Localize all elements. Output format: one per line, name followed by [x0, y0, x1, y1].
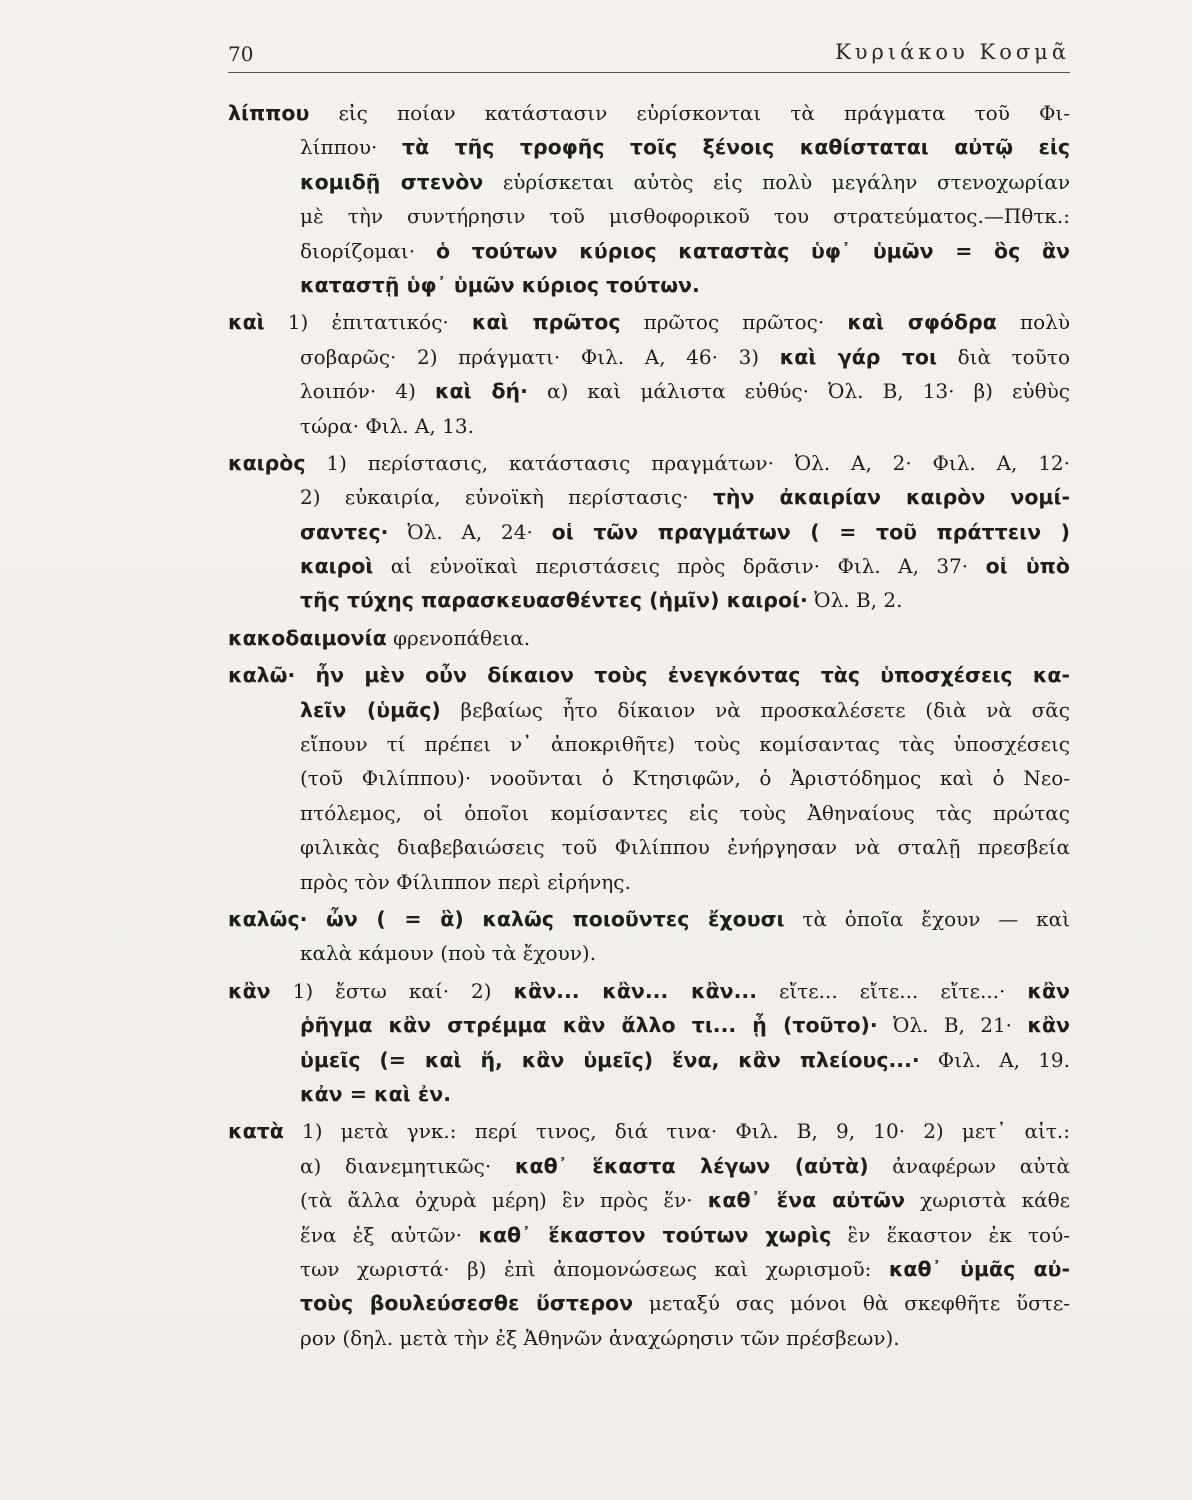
gloss-text: ρον (δηλ. μετὰ τὴν ἐξ Ἀθηνῶν ἀναχώρησιν τῶν πρέσβεων). [300, 1325, 900, 1350]
text-line [228, 727, 1070, 761]
gloss-text: Ὀλ. Β, 21· [877, 1013, 1028, 1038]
gloss-text: μεταξύ σας μόνοι θὰ σκεφθῆτε ὕστε- [633, 1291, 1070, 1316]
gloss-text: φιλικὰς διαβεβαιώσεις τοῦ Φιλίππου ἐνήργησαν νὰ σταλῇ πρεσβεία [300, 835, 1070, 860]
gloss-text: εἴτε... εἴτε... εἴτε...· [757, 978, 1028, 1003]
glossary-body [228, 96, 1070, 1358]
headword-text: κἂν [1027, 1013, 1070, 1038]
gloss-text: α) καὶ μάλιστα εὐθύς· Ὀλ. Β, 13· β) εὐθὺς [527, 379, 1070, 404]
text-line [228, 830, 1070, 864]
text-line [228, 936, 1070, 970]
gloss-text: λοιπόν· 4) [300, 379, 435, 404]
gloss-text: Ὀλ. Α, 24· [388, 519, 552, 544]
gloss-text: πρὸς τὸν Φίλιππον περὶ εἰρήνης. [300, 869, 631, 894]
glossary-entry [228, 446, 1070, 618]
gloss-text: 1) ἐπιτατικός· [264, 310, 472, 335]
text-line [228, 305, 1070, 339]
gloss-text: πτόλεμος, οἱ ὁποῖοι κομίσαντες εἰς τοὺς Ἀθηναίους τὰς πρώτας [300, 800, 1070, 825]
text-line [228, 974, 1070, 1008]
gloss-text: φρενοπάθεια. [386, 625, 531, 650]
text-line [228, 1043, 1070, 1077]
text-line [228, 761, 1070, 795]
page-number: 70 [228, 42, 254, 66]
text-line [228, 658, 1070, 692]
text-line [228, 1286, 1070, 1320]
gloss-text: λίππου· [300, 135, 403, 160]
gloss-text: διὰ τοῦτο [937, 344, 1070, 369]
text-line [228, 130, 1070, 164]
gloss-text: πολὺ [996, 310, 1070, 335]
text-line [228, 340, 1070, 374]
text-line [228, 693, 1070, 727]
headword-text: τῆς τύχης παρασκευασθέντες (ἡμῖν) καιροί· [300, 588, 808, 613]
text-line [228, 796, 1070, 830]
text-line [228, 1321, 1070, 1355]
gloss-text: ἀναφέρων αὐτὰ [868, 1153, 1070, 1178]
headword-text: κἂν [228, 978, 271, 1003]
gloss-text: των χωριστά· β) ἐπὶ ἀπομονώσεως καὶ χωρισμοῦ: [300, 1256, 889, 1281]
headword-text: ὁ τούτων κύριος καταστὰς ὑφ᾽ ὑμῶν = ὃς ἂν [436, 238, 1070, 263]
headword-text: κομιδῇ στενὸν [300, 169, 484, 194]
glossary-entry [228, 1114, 1070, 1355]
text-line [228, 583, 1070, 617]
text-line [228, 1149, 1070, 1183]
gloss-text: βεβαίως ἦτο δίκαιον νὰ προσκαλέσετε (διὰ νὰ σᾶς [440, 697, 1070, 722]
gloss-text: μὲ τὴν συντήρησιν τοῦ μισθοφορικοῦ του στρατεύματος.—Πθτκ.: [300, 204, 1070, 229]
headword-text: καὶ δή· [434, 379, 528, 404]
gloss-text: σοβαρῶς· 2) πράγματι· Φιλ. Α, 46· 3) [300, 344, 780, 369]
headword-text: ὑμεῖς (= καὶ ἥ, κἂν ὑμεῖς) ἕνα, κἂν πλείους...· [300, 1047, 920, 1072]
text-line [228, 1008, 1070, 1042]
text-line [228, 268, 1070, 302]
text-line [228, 902, 1070, 936]
glossary-entry [228, 621, 1070, 655]
headword-text: καὶ γάρ τοι [779, 344, 938, 369]
gloss-text: Ὀλ. Β, 2. [807, 588, 903, 613]
gloss-text: α) διανεμητικῶς· [300, 1153, 515, 1178]
text-line [228, 1218, 1070, 1252]
text-line [228, 409, 1070, 443]
gloss-text: πρῶτος πρῶτος· [620, 310, 848, 335]
headword-text: καθ᾽ ἕκαστον τούτων χωρὶς [478, 1222, 832, 1247]
headword-text: καλῶ· ἦν μὲν οὖν δίκαιον τοὺς ἐνεγκόντας τὰς ὑποσχέσεις κα- [228, 663, 1070, 688]
gloss-text: τὰ ὁποῖα ἔχουν — καὶ [784, 906, 1070, 931]
text-line [228, 1183, 1070, 1217]
text-line [228, 480, 1070, 514]
gloss-text: Φιλ. Α, 19. [919, 1047, 1070, 1072]
text-line [228, 199, 1070, 233]
text-line [228, 374, 1070, 408]
headword-text: κἀν = καὶ ἐν. [300, 1081, 451, 1106]
gloss-text: εὑρίσκεται αὐτὸς εἰς πολὺ μεγάλην στενοχωρίαν [483, 169, 1070, 194]
headword-text: τὰ τῆς τροφῆς τοῖς ξένοις καθίσταται αὐτῷ εἰς [402, 135, 1070, 160]
headword-text: καλῶς· ὦν ( = ἃ) καλῶς ποιοῦντες ἔχουσι [228, 906, 785, 931]
text-line [228, 446, 1070, 480]
gloss-text: 1) μετὰ γνκ.: περί τινος, διά τινα· Φιλ. Β, 9, 10· 2) μετ᾽ αἰτ.: [283, 1119, 1070, 1144]
headword-text: σαντες· [300, 519, 389, 544]
headword-text: καταστῇ ὑφ᾽ ὑμῶν κύριος τούτων. [300, 272, 700, 297]
gloss-text: ἕνα ἐξ αὐτῶν· [300, 1222, 479, 1247]
gloss-text: χωριστὰ κάθε [904, 1188, 1070, 1213]
text-line [228, 515, 1070, 549]
text-line [228, 1114, 1070, 1148]
glossary-entry [228, 902, 1070, 971]
headword-text: καιρὸς [228, 450, 306, 475]
headword-text: τοὺς βουλεύσεσθε ὕστερον [300, 1291, 634, 1316]
gloss-text: 2) εὐκαιρία, εὐνοϊκὴ περίστασις· [300, 485, 713, 510]
glossary-entry [228, 974, 1070, 1112]
gloss-text: εἰς ποίαν κατάστασιν εὑρίσκονται τὰ πράγματα τοῦ Φι- [309, 101, 1070, 125]
headword-text: καὶ [228, 310, 265, 335]
gloss-text: ἓν ἕκαστον ἐκ τού- [831, 1222, 1070, 1247]
headword-text: οἱ ὑπὸ [985, 554, 1070, 579]
gloss-text: τώρα· Φιλ. Α, 13. [300, 413, 474, 438]
headword-text: τὴν ἀκαιρίαν καιρὸν νομί- [712, 485, 1070, 510]
glossary-entry [228, 305, 1070, 443]
glossary-entry [228, 96, 1070, 302]
headword-text: καιροὶ [300, 554, 374, 579]
text-line [228, 621, 1070, 655]
glossary-entry [228, 658, 1070, 899]
headword-text: καὶ σφόδρα [847, 310, 997, 335]
text-line [228, 165, 1070, 199]
headword-text: ῥῆγμα κἂν στρέμμα κἂν ἄλλο τι... ᾖ (τοῦτο)· [300, 1013, 878, 1038]
headword-text: λίππου [228, 101, 310, 125]
gloss-text: (τὰ ἄλλα ὀχυρὰ μέρη) ἓν πρὸς ἕν· [300, 1188, 708, 1213]
headword-text: καὶ πρῶτος [471, 310, 621, 335]
text-line [228, 865, 1070, 899]
text-line [228, 1077, 1070, 1111]
text-line [228, 96, 1070, 130]
gloss-text: αἱ εὐνοϊκαὶ περιστάσεις πρὸς δρᾶσιν· Φιλ. Α, 37· [373, 554, 986, 579]
running-head: Κυριάκου Κοσμᾶ [835, 40, 1070, 64]
headword-text: λεῖν (ὑμᾶς) [300, 697, 441, 722]
headword-text: κἂν... κἂν... κἂν... [513, 978, 757, 1003]
page-header [228, 36, 1070, 73]
gloss-text: (τοῦ Φιλίππου)· νοοῦνται ὁ Κτησιφῶν, ὁ Ἀριστόδημος καὶ ὁ Νεο- [300, 766, 1070, 791]
gloss-text: 1) περίστασις, κατάστασις πραγμάτων· Ὀλ. Α, 2· Φιλ. Α, 12· [305, 450, 1070, 475]
headword-text: κατὰ [228, 1119, 284, 1144]
headword-text: καθ᾽ ἕνα αὐτῶν [707, 1188, 905, 1213]
text-line [228, 234, 1070, 268]
gloss-text: διορίζομαι· [300, 238, 436, 263]
text-line [228, 1252, 1070, 1286]
headword-text: καθ᾽ ὑμᾶς αὐ- [888, 1256, 1070, 1281]
headword-text: κἂν [1027, 978, 1070, 1003]
gloss-text: 1) ἔστω καί· 2) [270, 978, 514, 1003]
headword-text: οἱ τῶν πραγμάτων ( = τοῦ πράττειν ) [551, 519, 1070, 544]
headword-text: καθ᾽ ἕκαστα λέγων (αὐτὰ) [514, 1153, 869, 1178]
headword-text: κακοδαιμονία [228, 625, 387, 650]
text-line [228, 549, 1070, 583]
gloss-text: καλὰ κάμουν (ποὺ τὰ ἔχουν). [300, 941, 597, 966]
gloss-text: εἴπουν τί πρέπει ν᾽ ἀποκριθῆτε) τοὺς κομίσαντας τὰς ὑποσχέσεις [300, 732, 1070, 757]
